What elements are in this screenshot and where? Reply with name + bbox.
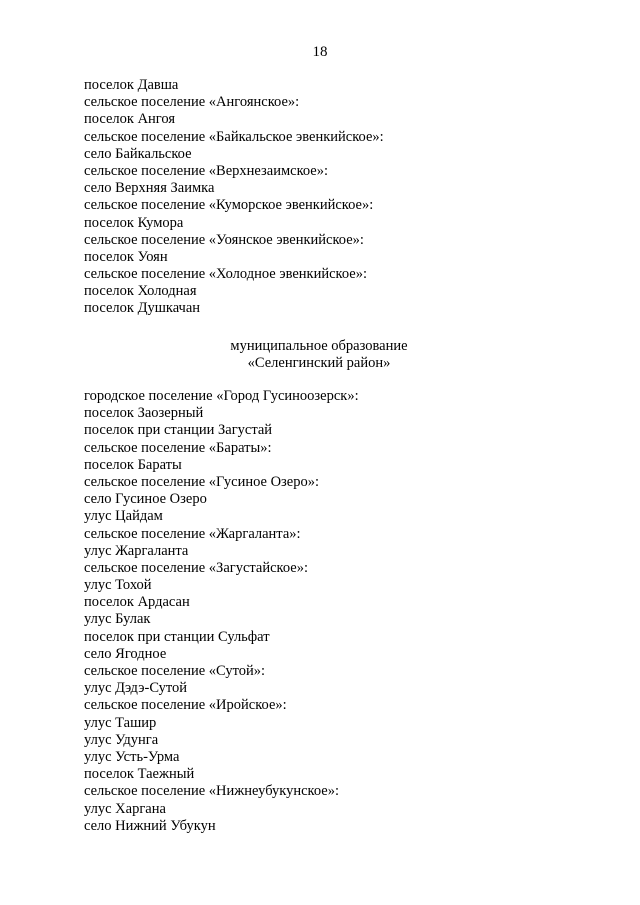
list-item: улус Дэдэ-Сутой <box>84 680 188 697</box>
list-item: поселок Кумора <box>84 214 184 231</box>
list-item: сельское поселение «Байкальское эвенкийское»: <box>84 128 384 145</box>
list-item: сельское поселение «Гусиное Озеро»: <box>84 473 319 490</box>
list-item: сельское поселение «Уоянское эвенкийское»: <box>84 231 364 248</box>
list-item: сельское поселение «Жаргаланта»: <box>84 525 301 542</box>
list-item: сельское поселение «Куморское эвенкийское»: <box>84 197 374 214</box>
list-item: улус Харгана <box>84 800 166 817</box>
list-item: поселок Уоян <box>84 248 168 265</box>
list-item: поселок Заозерный <box>84 405 204 422</box>
list-item: село Ягодное <box>84 645 167 662</box>
section-heading <box>200 338 438 372</box>
list-item: сельское поселение «Ангоянское»: <box>84 94 300 111</box>
list-item: городское поселение «Город Гусиноозерск»: <box>84 388 359 404</box>
list-item: село Гусиное Озеро <box>84 491 207 508</box>
list-item: поселок Ардасан <box>84 594 190 611</box>
section-heading-line: «Селенгинский район» <box>247 355 391 372</box>
list-item: поселок Давша <box>84 77 179 93</box>
list-item: улус Цайдам <box>84 508 163 525</box>
list-item: поселок Бараты <box>84 456 182 473</box>
page-number: 18 <box>312 44 328 60</box>
list-item: сельское поселение «Загустайское»: <box>84 559 308 576</box>
list-item: поселок Холодная <box>84 283 197 300</box>
list-item: поселок при станции Загустай <box>84 422 273 439</box>
list-item: улус Булак <box>84 611 151 628</box>
list-item: поселок Ангоя <box>84 111 176 128</box>
list-item: сельское поселение «Сутой»: <box>84 663 266 679</box>
list-item: улус Ташир <box>84 714 157 731</box>
list-item: поселок Душкачан <box>84 300 201 317</box>
list-item: сельское поселение «Бараты»: <box>84 439 272 456</box>
list-item: улус Удунга <box>84 731 159 748</box>
list-item: поселок Таежный <box>84 766 195 783</box>
list-item: улус Жаргаланта <box>84 542 189 559</box>
list-item: сельское поселение «Холодное эвенкийское»: <box>84 266 367 283</box>
list-item: улус Усть-Урма <box>84 748 180 765</box>
list-item: сельское поселение «Верхнезаимское»: <box>84 162 329 179</box>
list-item: сельское поселение «Иройское»: <box>84 697 287 714</box>
list-item: село Нижний Убукун <box>84 817 216 834</box>
settlement-list-continued <box>84 77 384 318</box>
settlement-list-selenginsky <box>84 388 359 835</box>
list-item: село Верхняя Заимка <box>84 180 215 197</box>
list-item: сельское поселение «Нижнеубукунское»: <box>84 783 340 800</box>
list-item: поселок при станции Сульфат <box>84 628 270 645</box>
section-heading-line: муниципальное образование <box>230 338 408 354</box>
list-item: село Байкальское <box>84 145 192 162</box>
list-item: улус Тохой <box>84 577 152 594</box>
